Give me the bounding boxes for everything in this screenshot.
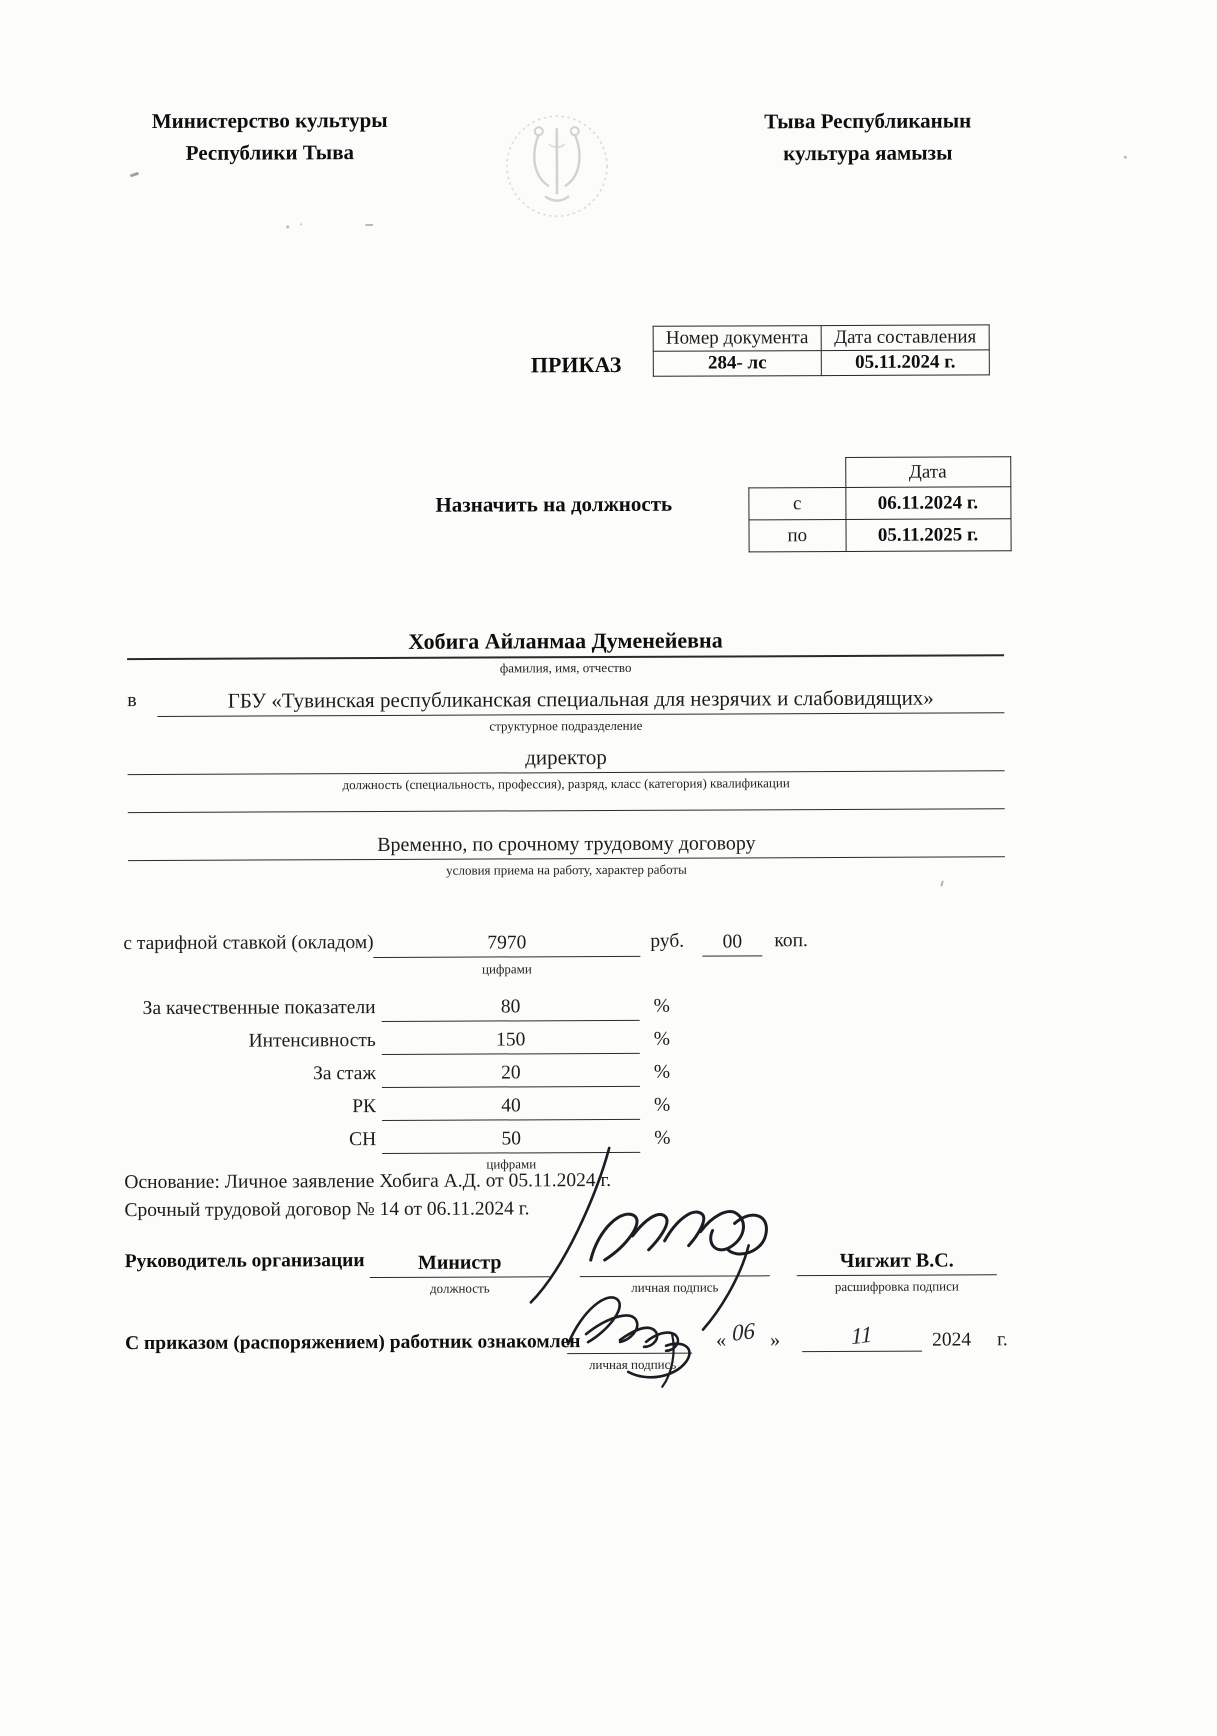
doc-number-header: Номер документа: [653, 326, 821, 352]
position-caption-small: должность: [430, 1280, 490, 1296]
allowance-label: Интенсивность: [248, 1030, 376, 1052]
issuing-org-tuvan-line2: культура яамызы: [783, 139, 953, 165]
doc-number-value: 284- лс: [653, 351, 821, 377]
scan-artifact: [130, 172, 139, 178]
ack-signature-caption: личная подпись: [589, 1356, 677, 1373]
transcript-caption: расшифровка подписи: [834, 1278, 959, 1295]
digits-caption-top: цифрами: [482, 961, 532, 977]
allowance-value: 20: [501, 1062, 521, 1084]
doc-date-value: 05.11.2024 г.: [821, 350, 989, 376]
date-table-empty-cell: [749, 457, 846, 487]
allowance-value: 40: [501, 1095, 521, 1117]
scan-artifact: [1124, 156, 1127, 159]
date-table-header: Дата: [845, 457, 1010, 488]
document-number-table: [653, 324, 990, 376]
order-title: ПРИКАЗ: [530, 351, 622, 378]
kopecks-value: 00: [722, 931, 743, 953]
signature-caption: личная подпись: [631, 1279, 719, 1295]
rub-label: руб.: [650, 930, 685, 952]
full-name-caption: фамилия, имя, отчество: [499, 659, 632, 676]
date-to-value: 05.11.2025 г.: [845, 519, 1010, 552]
year-suffix: г.: [997, 1329, 1008, 1351]
in-label: в: [127, 689, 137, 712]
scan-artifact: [940, 880, 943, 886]
head-name: Чигжит В.С.: [839, 1249, 954, 1272]
position-value: директор: [525, 745, 607, 770]
percent-sign: %: [653, 1028, 671, 1050]
worker-signature-icon: [554, 1282, 719, 1393]
issuing-org-ru: [115, 105, 425, 169]
basis-line1: Основание: Личное заявление Хобига А.Д. от 05.11.2024 г.: [124, 1169, 612, 1194]
ack-day-handwritten: 06: [731, 1317, 756, 1346]
allowance-label: За качественные показатели: [142, 997, 376, 1020]
quote-close: »: [770, 1329, 781, 1352]
conditions-value: Временно, по срочному трудовому договору: [377, 832, 756, 857]
appointment-label: Назначить на должность: [435, 491, 673, 517]
scan-artifact: [286, 225, 289, 228]
date-to-label: по: [749, 519, 846, 551]
issuing-org-ru-line2: Республики Тыва: [185, 139, 355, 165]
quote-open: «: [716, 1329, 727, 1352]
percent-sign: %: [653, 1061, 671, 1083]
issuing-org-tuvan-line1: Тыва Республиканын: [764, 108, 972, 134]
ack-year: 2024: [932, 1329, 972, 1351]
issuing-org-ru-line1: Министерство культуры: [151, 107, 388, 133]
date-from-value: 06.11.2024 г.: [845, 487, 1010, 520]
rate-label: с тарифной ставкой (окладом): [123, 932, 374, 955]
employee-full-name: Хобига Айланмаа Думенейевна: [408, 627, 723, 654]
scan-artifact: [300, 223, 302, 225]
ack-month-handwritten: 11: [851, 1321, 873, 1350]
kop-label: коп.: [774, 930, 808, 952]
percent-sign: %: [653, 1094, 671, 1116]
scan-artifact: [365, 224, 373, 226]
percent-sign: %: [653, 995, 670, 1017]
doc-date-header: Дата составления: [821, 325, 989, 351]
conditions-caption: условия приема на работу, характер работы: [446, 861, 687, 878]
issuing-org-tuvan: [713, 105, 1023, 169]
position-caption: должность (специальность, профессия), разряд, класс (категория) квалификации: [342, 775, 790, 793]
appointment-date-table: [748, 456, 1011, 552]
head-position: Министр: [417, 1251, 502, 1274]
allowance-value: 150: [496, 1029, 526, 1051]
lyre-emblem-watermark-icon: [497, 110, 617, 223]
allowance-label: За стаж: [313, 1063, 376, 1085]
percent-sign: %: [654, 1127, 671, 1149]
ack-label: С приказом (распоряжением) работник ознакомлен: [125, 1331, 581, 1355]
allowance-label: РК: [352, 1096, 377, 1118]
department-value: ГБУ «Тувинская республиканская специальная для незрячих и слабовидящих»: [227, 685, 934, 713]
allowance-label: СН: [349, 1129, 377, 1151]
department-caption: структурное подразделение: [489, 717, 643, 734]
allowance-value: 50: [501, 1128, 521, 1150]
blank-line: [128, 788, 1005, 813]
digits-caption-bottom: цифрами: [486, 1156, 537, 1172]
date-from-label: с: [749, 487, 846, 519]
basis-line2: Срочный трудовой договор № 14 от 06.11.2024 г.: [124, 1198, 530, 1222]
allowance-value: 80: [500, 996, 521, 1018]
rate-value: 7970: [487, 932, 527, 954]
head-label: Руководитель организации: [124, 1250, 365, 1273]
